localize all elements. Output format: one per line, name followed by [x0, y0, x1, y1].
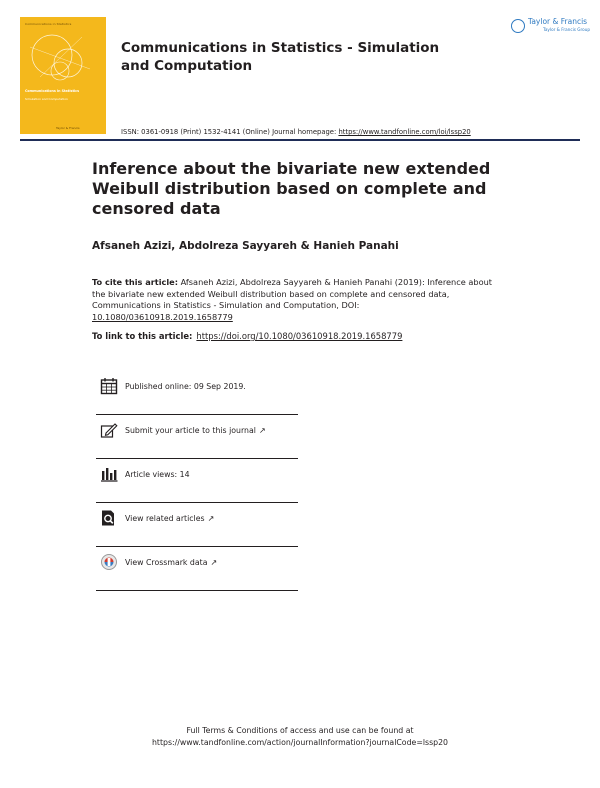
submit-article-text: Submit your article to this journal — [125, 426, 256, 435]
related-articles-link[interactable] — [125, 514, 214, 523]
article-authors: Afsaneh Azizi, Abdolreza Sayyareh & Hanieh Panahi — [92, 240, 399, 252]
cover-subtitle: Simulation and Computation — [25, 97, 68, 101]
publisher-logo-icon — [511, 19, 525, 33]
article-info-list — [96, 371, 298, 591]
cover-top-text: Communications in Statistics — [25, 22, 72, 26]
submit-article-row[interactable] — [96, 415, 298, 459]
bar-chart-icon — [100, 465, 118, 483]
taylor-francis-logo[interactable] — [511, 16, 591, 36]
link-label: To link to this article: — [92, 331, 193, 341]
published-online-row — [96, 371, 298, 415]
edit-icon — [100, 421, 118, 439]
external-link-icon: ↗ — [207, 514, 215, 523]
external-link-icon: ↗ — [258, 426, 266, 435]
cite-text: Afsaneh Azizi, Abdolreza Sayyareh & Hanieh Panahi (2019): Inference about the bivariate new extended Weibull distribution based on complete and censored data, Communications in Statistics - Simulation and Computation, DOI: — [92, 277, 493, 311]
doi-link[interactable]: 10.1080/03610918.2019.1658779 — [92, 311, 233, 322]
external-link-icon: ↗ — [210, 558, 218, 567]
article-views-text: Article views: 14 — [125, 470, 190, 479]
related-articles-icon — [100, 509, 118, 527]
cover-title: Communications in Statistics — [25, 89, 80, 93]
header-divider — [20, 139, 580, 141]
footer-terms-link[interactable]: https://www.tandfonline.com/action/journalInformation?journalCode=lssp20 — [151, 738, 449, 747]
issn-line — [121, 128, 471, 136]
article-url-link[interactable]: https://doi.org/10.1080/03610918.2019.1658779 — [196, 331, 403, 341]
published-online-text: Published online: 09 Sep 2019. — [125, 382, 246, 391]
submit-article-link[interactable] — [125, 426, 266, 435]
footer-terms-text: Full Terms & Conditions of access and use can be found at — [186, 726, 414, 735]
journal-homepage-link[interactable]: https://www.tandfonline.com/loi/lssp20 — [338, 128, 471, 136]
calendar-icon — [100, 377, 118, 395]
cover-publisher: Taylor & Francis — [56, 126, 80, 130]
crossmark-link[interactable] — [125, 558, 217, 567]
cover-circles-graphic — [20, 17, 106, 134]
issn-text: ISSN: 0361-0918 (Print) 1532-4141 (Online) Journal homepage: — [121, 128, 339, 136]
footer — [0, 725, 600, 749]
publisher-logo-group: Taylor & Francis Group — [543, 27, 591, 32]
cite-label: To cite this article: — [92, 277, 178, 287]
related-articles-text: View related articles — [125, 514, 205, 523]
citation-block — [92, 277, 492, 323]
publisher-logo-name: Taylor & Francis — [528, 17, 588, 26]
article-link-line — [92, 331, 402, 341]
crossmark-text: View Crossmark data — [125, 558, 208, 567]
article-title: Inference about the bivariate new extended Weibull distribution based on complete and censored data — [92, 159, 491, 218]
journal-title: Communications in Statistics - Simulation and Computation — [121, 40, 440, 74]
crossmark-icon — [100, 553, 118, 571]
related-articles-row[interactable] — [96, 503, 298, 547]
journal-cover-image — [20, 17, 106, 134]
crossmark-row[interactable] — [96, 547, 298, 591]
article-views-row — [96, 459, 298, 503]
